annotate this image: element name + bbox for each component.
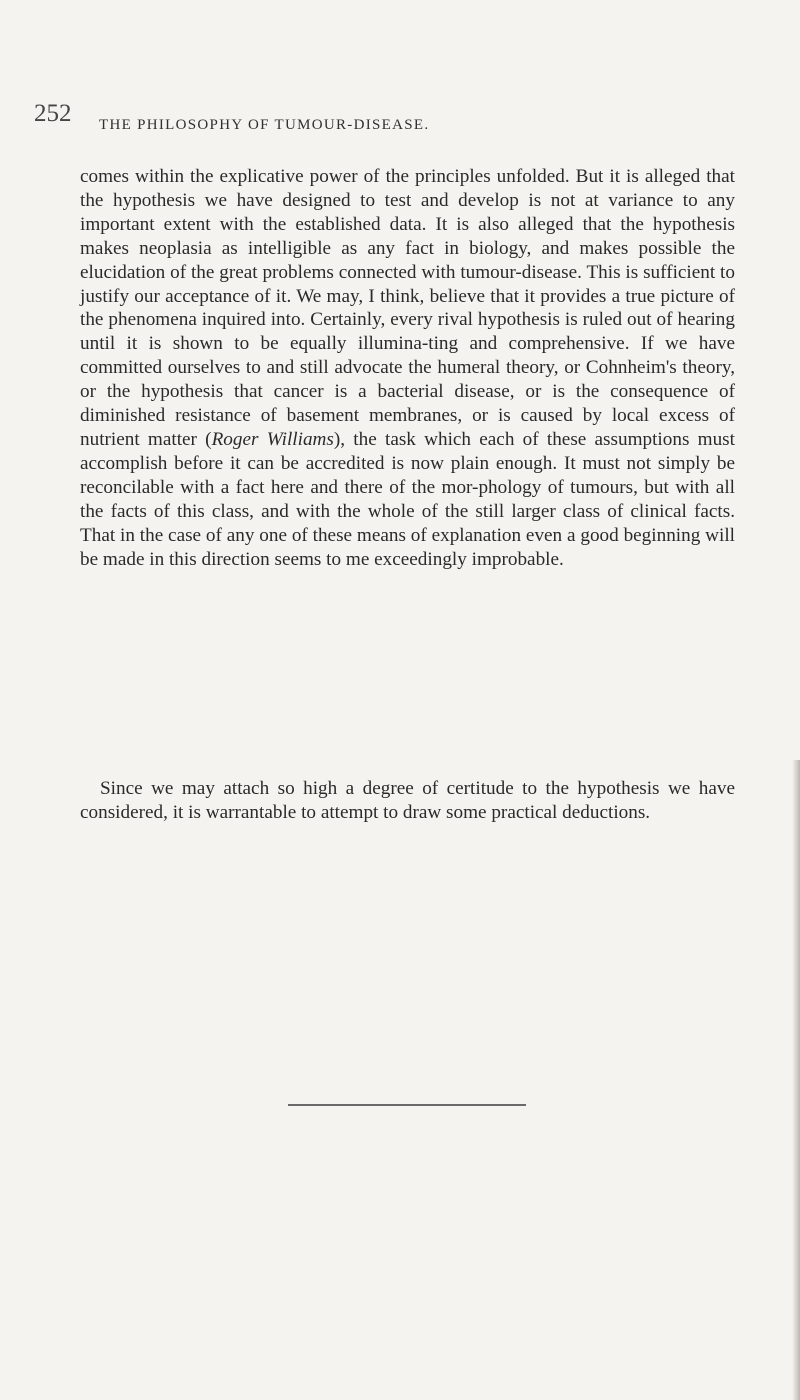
paragraph-2: Since we may attach so high a degree of certitude to the hypothesis we have considered, it is warrantable to attempt to draw some practical deductions. [80,778,735,823]
running-header: THE PHILOSOPHY OF TUMOUR-DISEASE. [99,117,430,133]
page-edge-shadow [792,760,800,1400]
page-number: 252 [34,100,72,127]
paragraph-1-text: comes within the explicative power of the principles unfolded. But it is alleged that the hypothesis we have designed to test and develop is not at variance to any important extent with the established data. It is also alleged that the hypothesis makes neoplasia as intelligible as any fact in biology, and makes possible the elucidation of the great problems connected with tumour-disease. This is sufficient to justify our acceptance of it. We may, I think, believe that it provides a true picture of the phenomena inquired into. Certainly, every rival hypothesis is ruled out of hearing until it is shown to be equally illumina-ting and comprehensive. If we have committed ourselves to and still advocate the humeral theory, or Cohnheim's theory, or the hypothesis that cancer is a bacterial disease, or is the consequence of diminished resistance of basement membranes, or is caused by local excess of nutrient matter ( [80,166,735,450]
paragraph-1 [80,165,735,571]
paragraph-1-text-continued: ), the task which each of these assumptions must accomplish before it can be accredited is now plain enough. It must not simply be reconcilable with a fact here and there of the mor-phology of tumours, but with all the facts of this class, and with the whole of the still larger class of clinical facts. That in the case of any one of these means of explanation even a good beginning will be made in this direction seems to me exceedingly improbable. [80,428,735,570]
citation-author: Roger Williams [211,428,334,450]
footer-rule [288,1104,526,1106]
